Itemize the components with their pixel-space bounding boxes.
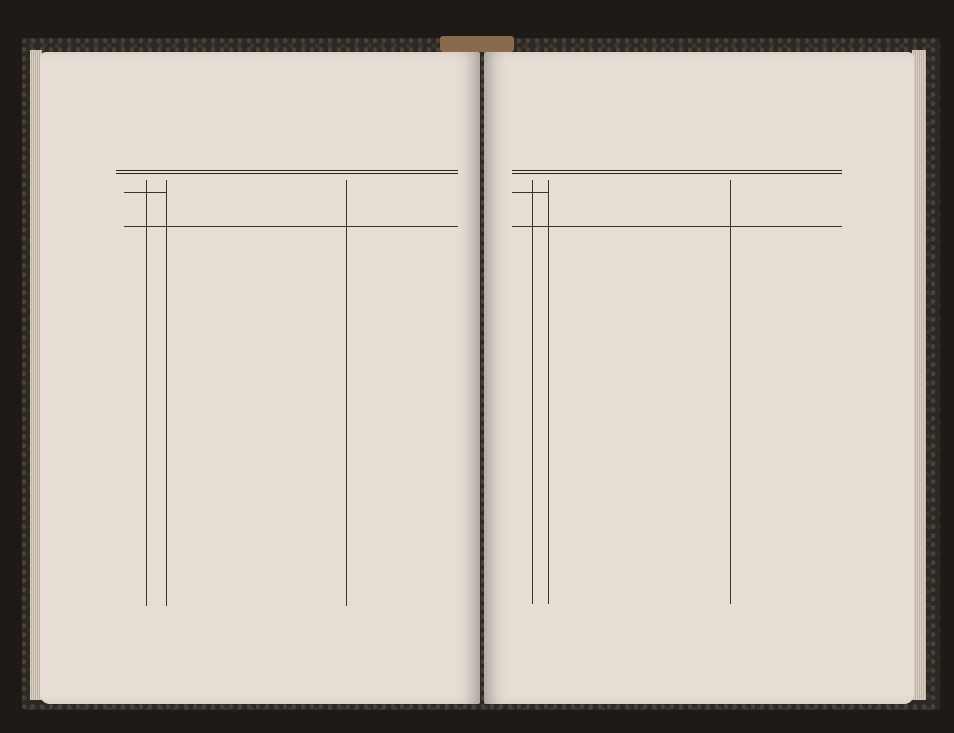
col-divider bbox=[730, 180, 731, 604]
col-divider bbox=[548, 180, 549, 604]
col-divider bbox=[532, 180, 533, 604]
col-divider bbox=[146, 180, 147, 606]
header-divider bbox=[512, 192, 548, 193]
col-divider bbox=[166, 180, 167, 606]
header-divider bbox=[124, 192, 166, 193]
book-spine-tab bbox=[440, 36, 514, 52]
page-edges-right bbox=[912, 50, 926, 700]
right-page bbox=[484, 52, 914, 704]
header-bottom-rule bbox=[512, 226, 842, 227]
header-double-rule bbox=[512, 170, 842, 174]
left-page bbox=[40, 52, 480, 704]
col-divider bbox=[346, 180, 347, 606]
header-double-rule bbox=[116, 170, 458, 174]
header-bottom-rule bbox=[124, 226, 458, 227]
